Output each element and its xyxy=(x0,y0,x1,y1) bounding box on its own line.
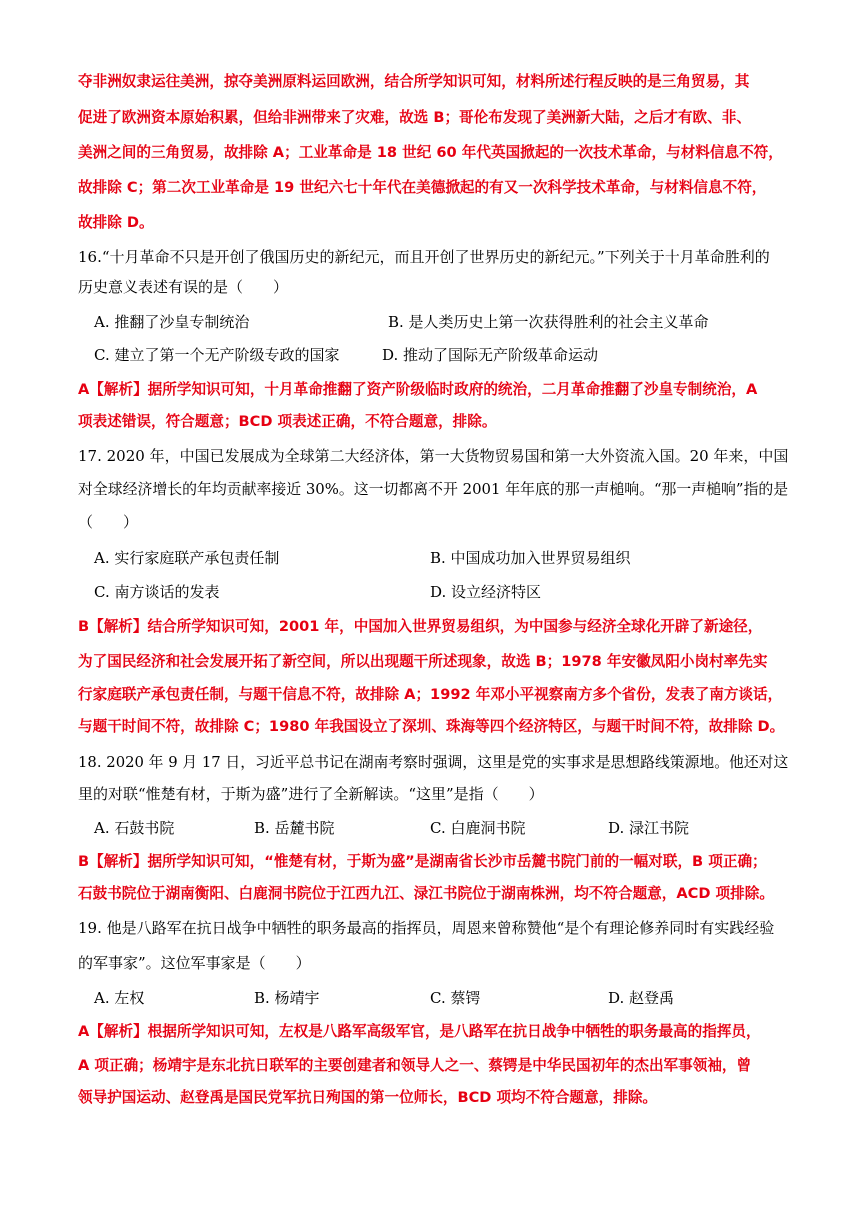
q19-stem: 的军事家”。这位军事家是（ ） xyxy=(78,954,311,972)
q16-option-b: B. 是人类历史上第一次获得胜利的社会主义革命 xyxy=(388,313,709,331)
q19-option-a: A. 左权 xyxy=(94,989,145,1007)
q19-stem: 19. 他是八路军在抗日战争中牺牲的职务最高的指挥员，周恩来曾称赞他“是个有理论修养同时有实践经验 xyxy=(78,919,775,937)
q17-option-b: B. 中国成功加入世界贸易组织 xyxy=(430,549,631,567)
q16-stem: 16.“十月革命不只是开创了俄国历史的新纪元，而且开创了世界历史的新纪元。”下列关于十月革命胜利的 xyxy=(78,248,770,266)
q17-explanation-line: B【解析】结合所学知识可知，2001 年，中国加入世界贸易组织，为中国参与经济全球化开辟了新途径， xyxy=(78,618,763,635)
q15-explanation-line: 故排除 D。 xyxy=(78,214,154,231)
q19-explanation-line: A【解析】根据所学知识可知，左权是八路军高级军官，是八路军在抗日战争中牺牲的职务最高的指挥员， xyxy=(78,1023,761,1040)
q17-stem: （ ） xyxy=(78,513,139,531)
q17-explanation-line: 与题干时间不符，故排除 C；1980 年我国设立了深圳、珠海等四个经济特区，与题干时间不符，故排除 D。 xyxy=(78,718,785,735)
q16-stem: 历史意义表述有误的是（ ） xyxy=(78,278,289,296)
q17-option-d: D. 设立经济特区 xyxy=(430,583,542,601)
q17-option-c: C. 南方谈话的发表 xyxy=(94,583,220,601)
q18-stem: 里的对联“惟楚有材，于斯为盛”进行了全新解读。“这里”是指（ ） xyxy=(78,785,544,803)
q18-option-d: D. 渌江书院 xyxy=(608,819,690,837)
q16-option-d: D. 推动了国际无产阶级革命运动 xyxy=(382,346,599,364)
q16-option-a: A. 推翻了沙皇专制统治 xyxy=(94,313,250,331)
q19-option-b: B. 杨靖宇 xyxy=(254,989,320,1007)
q17-explanation-line: 行家庭联产承包责任制，与题干信息不符，故排除 A；1992 年邓小平视察南方多个省份，发表了南方谈话， xyxy=(78,686,783,703)
q15-explanation-line: 促进了欧洲资本原始积累，但给非洲带来了灾难，故选 B；哥伦布发现了美洲新大陆，之后才有欧、非、 xyxy=(78,109,751,126)
q15-explanation-line: 夺非洲奴隶运往美洲，掠夺美洲原料运回欧洲，结合所学知识可知，材料所述行程反映的是三角贸易，其 xyxy=(78,73,750,90)
q19-option-d: D. 赵登禹 xyxy=(608,989,675,1007)
q18-option-c: C. 白鹿洞书院 xyxy=(430,819,526,837)
q18-explanation-line: B【解析】据所学知识可知，“惟楚有材，于斯为盛”是湖南省长沙市岳麓书院门前的一幅对联，B 项正确； xyxy=(78,853,767,870)
q16-explanation-line: A【解析】据所学知识可知，十月革命推翻了资产阶级临时政府的统治，二月革命推翻了沙皇专制统治，A xyxy=(78,381,758,398)
q19-explanation-line: A 项正确；杨靖宇是东北抗日联军的主要创建者和领导人之一、蔡锷是中华民国初年的杰出军事领袖，曾 xyxy=(78,1057,752,1074)
q16-explanation-line: 项表述错误，符合题意；BCD 项表述正确，不符合题意，排除。 xyxy=(78,413,497,430)
q18-option-b: B. 岳麓书院 xyxy=(254,819,335,837)
q18-explanation-line: 石鼓书院位于湖南衡阳、白鹿洞书院位于江西九江、渌江书院位于湖南株洲，均不符合题意，ACD 项排除。 xyxy=(78,885,774,902)
q17-explanation-line: 为了国民经济和社会发展开拓了新空间，所以出现题干所述现象，故选 B；1978 年安徽凤阳小岗村率先实 xyxy=(78,653,768,670)
q19-option-c: C. 蔡锷 xyxy=(430,989,481,1007)
q18-stem: 18. 2020 年 9 月 17 日，习近平总书记在湖南考察时强调，这里是党的实事求是思想路线策源地。他还对这 xyxy=(78,753,789,771)
q19-explanation-line: 领导护国运动、赵登禹是国民党军抗日殉国的第一位师长，BCD 项均不符合题意，排除。 xyxy=(78,1089,658,1106)
q18-option-a: A. 石鼓书院 xyxy=(94,819,175,837)
q17-stem: 17. 2020 年，中国已发展成为全球第二大经济体，第一大货物贸易国和第一大外资流入国。20 年来，中国 xyxy=(78,447,789,465)
q15-explanation-line: 故排除 C；第二次工业革命是 19 世纪六七十年代在美德掀起的有又一次科学技术革命，与材料信息不符， xyxy=(78,179,767,196)
q17-option-a: A. 实行家庭联产承包责任制 xyxy=(94,549,280,567)
q15-explanation-line: 美洲之间的三角贸易，故排除 A；工业革命是 18 世纪 60 年代英国掀起的一次技术革命，与材料信息不符， xyxy=(78,144,783,161)
q16-option-c: C. 建立了第一个无产阶级专政的国家 xyxy=(94,346,340,364)
q17-stem: 对全球经济增长的年均贡献率接近 30%。这一切都离不开 2001 年年底的那一声槌响。“那一声槌响”指的是 xyxy=(78,480,789,498)
